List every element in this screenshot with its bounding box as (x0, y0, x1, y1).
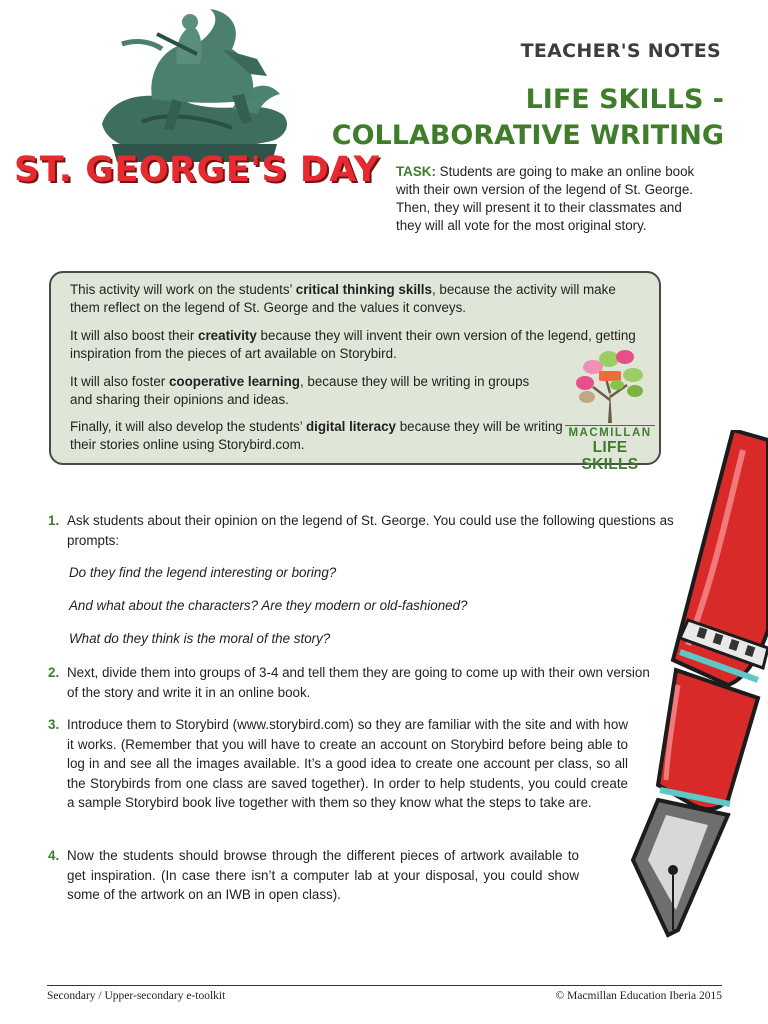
step-text: Introduce them to Storybird (www.storybird.com) so they are familiar with the site and with how it works. (Remember that you will have to create an account on Storybird before being able to log in and see all the images available. It’s a good idea to create one account per class, so all the Storybirds from one class are saved together). In order to help students, you could create a sample Storybird book live together with them so they know what the steps to take are. (67, 717, 628, 810)
skills-text: , because they will be writing in groups and sharing their opinions and ideas. (70, 374, 530, 407)
skills-highlight: cooperative learning (168, 374, 300, 389)
skills-text: It will also boost their (70, 328, 199, 343)
skills-highlight: creativity (198, 328, 257, 343)
logo-macmillan-text: MACMILLAN (565, 425, 655, 439)
event-title: ST. GEORGE'S DAY (14, 150, 380, 190)
fountain-pen-illustration (618, 430, 768, 940)
prompt-question: What do they think is the moral of the story? (69, 631, 331, 646)
page-title-line1: LIFE SKILLS - (525, 84, 724, 115)
skills-paragraph-creativity (70, 327, 645, 363)
footer-toolkit-label: Secondary / Upper-secondary e-toolkit (47, 990, 226, 1002)
task-label: TASK: (396, 164, 436, 179)
skills-highlight: digital literacy (305, 419, 396, 434)
skills-text: This activity will work on the students’ (70, 282, 296, 297)
skills-text: because they will be writing their stories online using Storybird.com. (70, 419, 563, 452)
step-number: 3. (48, 717, 60, 732)
task-description (396, 163, 708, 235)
task-text: Students are going to make an online book with their own version of the legend of St. George. Then, they will present it to their classmates and they will all vote for the most original story. (396, 164, 695, 233)
page-title-line2: COLLABORATIVE WRITING (331, 120, 724, 151)
teachers-notes-label: TEACHER'S NOTES (520, 40, 721, 62)
prompt-question: Do they find the legend interesting or boring? (69, 565, 337, 580)
life-skills-box (49, 271, 661, 473)
skills-paragraph-critical-thinking (70, 281, 645, 317)
skills-paragraph-digital-literacy (70, 418, 565, 454)
footer-divider (47, 985, 722, 986)
logo-life-skills-text: LIFE SKILLS (581, 439, 639, 473)
step-1 (48, 511, 688, 550)
footer-copyright: © Macmillan Education Iberia 2015 (555, 990, 722, 1002)
tree-icon (565, 345, 655, 423)
prompt-question: And what about the characters? Are they modern or old-fashioned? (69, 598, 468, 613)
skills-text: , because the activity will make them reflect on the legend of St. George and the values it conveys. (70, 282, 616, 315)
skills-paragraph-cooperative (70, 373, 550, 409)
step-text: Now the students should browse through the different pieces of artwork available to get inspiration. (In case there isn’t a computer lab at your disposal, you could show some of the artwork on an IWB in open class). (67, 848, 579, 902)
step-number: 1. (48, 513, 60, 528)
step-3 (48, 715, 628, 813)
step-2 (48, 663, 663, 702)
step-text: Next, divide them into groups of 3-4 and tell them they are going to come up with their own version of the story and write it in an online book. (67, 665, 650, 700)
page-title (332, 82, 724, 154)
step-number: 4. (48, 848, 60, 863)
skills-text: because they will invent their own version of the legend, getting inspiration from the pieces of art available on Storybird. (70, 328, 636, 361)
skills-text: Finally, it will also develop the students’ (70, 419, 306, 434)
step-number: 2. (48, 665, 60, 680)
statue-image (82, 4, 302, 164)
step-text: Ask students about their opinion on the legend of St. George. You could use the following questions as prompts: (67, 513, 674, 548)
step-4 (48, 846, 579, 905)
skills-text: It will also foster (70, 374, 169, 389)
skills-highlight: critical thinking skills (295, 282, 432, 297)
